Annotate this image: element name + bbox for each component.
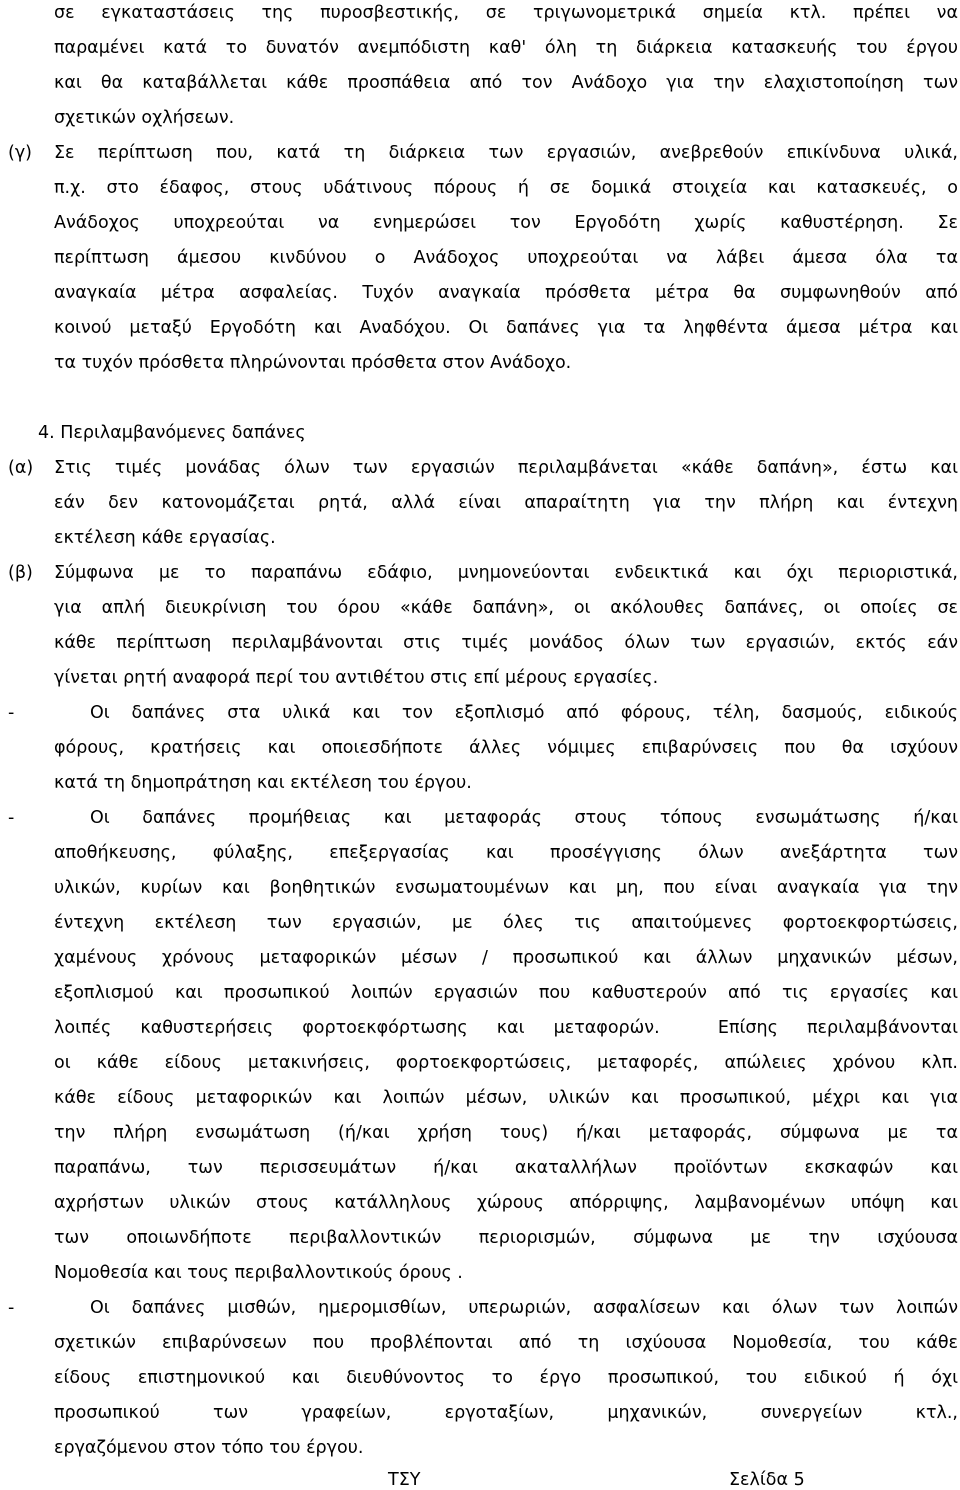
body-line: περίπτωση άμεσου κινδύνου ο Ανάδοχος υποχρεούται να λάβει άμεσα όλα τα: [54, 248, 958, 268]
body-line: αχρήστων υλικών στους κατάλληλους χώρους απόρριψης, λαμβανομένων υπόψη και: [54, 1193, 958, 1213]
body-line: λοιπές καθυστερήσεις φορτοεκφόρτωσης και μεταφορών. Επίσης περιλαμβάνονται: [54, 1018, 958, 1038]
body-line: παραπάνω, των περισσευμάτων ή/και ακαταλλήλων προϊόντων εκσκαφών και: [54, 1158, 958, 1178]
body-line: Στις τιμές μονάδας όλων των εργασιών περιλαμβάνεται «κάθε δαπάνη», έστω και: [54, 458, 958, 478]
body-line: φόρους, κρατήσεις και οποιεσδήποτε άλλες νόμιμες επιβαρύνσεις που θα ισχύουν: [54, 738, 958, 758]
body-line: κατά τη δημοπράτηση και εκτέλεση του έργου.: [54, 773, 472, 793]
body-line: των οποιωνδήποτε περιβαλλοντικών περιορισμών, σύμφωνα με την ισχύουσα: [54, 1228, 958, 1248]
body-line: την πλήρη ενσωμάτωση (ή/και χρήση τους) ή/και μεταφοράς, σύμφωνα με τα: [54, 1123, 958, 1143]
body-line: Σε περίπτωση που, κατά τη διάρκεια των εργασιών, ανεβρεθούν επικίνδυνα υλικά,: [54, 143, 958, 163]
bullet-first-line: Οι δαπάνες προμήθειας και μεταφοράς στους τόπους ενσωμάτωσης ή/και: [90, 808, 958, 828]
body-line: προσωπικού των γραφείων, εργοταξίων, μηχανικών, συνεργείων κτλ.,: [54, 1403, 958, 1423]
paragraph-label-a: (α): [8, 458, 34, 478]
body-line: χαμένους χρόνους μεταφορικών μέσων / προσωπικού και άλλων μηχανικών μέσων,: [54, 948, 958, 968]
body-line: υλικών, κυρίων και βοηθητικών ενσωματουμένων και μη, που είναι αναγκαία για την: [54, 878, 958, 898]
body-line: εκτέλεση κάθε εργασίας.: [54, 528, 276, 548]
body-line: παραμένει κατά το δυνατόν ανεμπόδιστη καθ' όλη τη διάρκεια κατασκευής του έργου: [54, 38, 958, 58]
body-line: έντεχνη εκτέλεση των εργασιών, με όλες τις απαιτούμενες φορτοεκφορτώσεις,: [54, 913, 958, 933]
body-line: Νομοθεσία και τους περιβαλλοντικούς όρους .: [54, 1263, 463, 1283]
bullet-dash: -: [8, 808, 15, 828]
bullet-dash: -: [8, 1298, 15, 1318]
footer-doc-code: ΤΣΥ: [388, 1470, 421, 1490]
bullet-first-line: Οι δαπάνες στα υλικά και τον εξοπλισμό από φόρους, τέλη, δασμούς, ειδικούς: [90, 703, 958, 723]
footer-page-number: Σελίδα 5: [729, 1470, 805, 1490]
body-line: σχετικών επιβαρύνσεων που προβλέπονται από τη ισχύουσα Νομοθεσία, του κάθε: [54, 1333, 958, 1353]
body-line: είδους επιστημονικού και διευθύνοντος το έργο προσωπικού, του ειδικού ή όχι: [54, 1368, 958, 1388]
body-line: για απλή διευκρίνιση του όρου «κάθε δαπάνη», οι ακόλουθες δαπάνες, οι οποίες σε: [54, 598, 958, 618]
body-line: Ανάδοχος υποχρεούται να ενημερώσει τον Εργοδότη χωρίς καθυστέρηση. Σε: [54, 213, 958, 233]
section-heading: 4. Περιλαμβανόμενες δαπάνες: [38, 423, 306, 443]
body-line: κοινού μεταξύ Εργοδότη και Αναδόχου. Οι δαπάνες για τα ληφθέντα άμεσα μέτρα και: [54, 318, 958, 338]
body-line: κάθε περίπτωση περιλαμβάνονται στις τιμές μονάδος όλων των εργασιών, εκτός εάν: [54, 633, 958, 653]
body-line: σχετικών οχλήσεων.: [54, 108, 235, 128]
body-line: Σύμφωνα με το παραπάνω εδάφιο, μνημονεύονται ενδεικτικά και όχι περιοριστικά,: [54, 563, 958, 583]
body-line: σε εγκαταστάσεις της πυροσβεστικής, σε τριγωνομετρικά σημεία κτλ. πρέπει να: [54, 3, 958, 23]
body-line: εάν δεν κατονομάζεται ρητά, αλλά είναι απαραίτητη για την πλήρη και έντεχνη: [54, 493, 958, 513]
body-line: και θα καταβάλλεται κάθε προσπάθεια από τον Ανάδοχο για την ελαχιστοποίηση των: [54, 73, 958, 93]
bullet-first-line: Οι δαπάνες μισθών, ημερομισθίων, υπερωριών, ασφαλίσεων και όλων των λοιπών: [90, 1298, 958, 1318]
body-line: αποθήκευσης, φύλαξης, επεξεργασίας και προσέγγισης όλων ανεξάρτητα των: [54, 843, 958, 863]
body-line: εξοπλισμού και προσωπικού λοιπών εργασιών που καθυστερούν από τις εργασίες και: [54, 983, 958, 1003]
body-line: γίνεται ρητή αναφορά περί του αντιθέτου στις επί μέρους εργασίες.: [54, 668, 659, 688]
paragraph-label-g: (γ): [8, 143, 33, 163]
body-line: τα τυχόν πρόσθετα πληρώνονται πρόσθετα στον Ανάδοχο.: [54, 353, 572, 373]
body-line: κάθε είδους μεταφορικών και λοιπών μέσων, υλικών και προσωπικού, μέχρι και για: [54, 1088, 958, 1108]
paragraph-label-b: (β): [8, 563, 33, 583]
body-line: εργαζόμενου στον τόπο του έργου.: [54, 1438, 364, 1458]
body-line: αναγκαία μέτρα ασφαλείας. Τυχόν αναγκαία πρόσθετα μέτρα θα συμφωνηθούν από: [54, 283, 958, 303]
bullet-dash: -: [8, 703, 15, 723]
body-line: π.χ. στο έδαφος, στους υδάτινους πόρους ή σε δομικά στοιχεία και κατασκευές, ο: [54, 178, 958, 198]
body-line: οι κάθε είδους μετακινήσεις, φορτοεκφορτώσεις, μεταφορές, απώλειες χρόνου κλπ.: [54, 1053, 958, 1073]
